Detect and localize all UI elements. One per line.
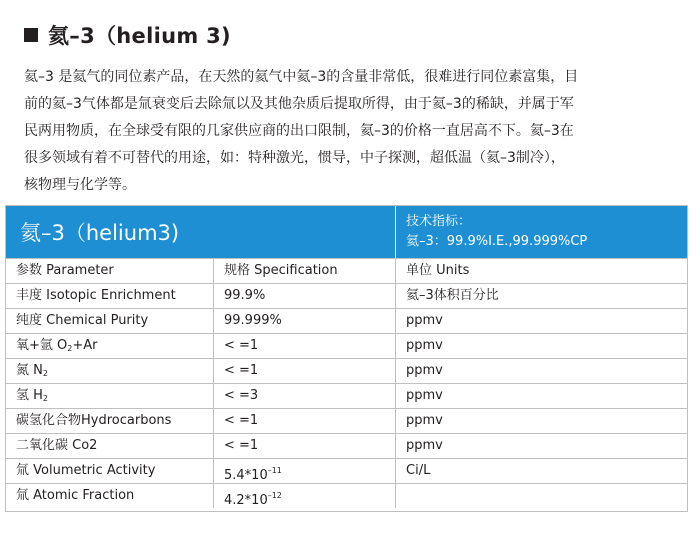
specification-cell — [214, 334, 396, 358]
table-row — [6, 383, 687, 408]
parameter-cell — [6, 309, 214, 333]
specification-text: < =1 — [224, 363, 259, 378]
unit-text: ppmv — [406, 363, 443, 378]
parameter-text: 丰度 Isotopic Enrichment — [16, 288, 176, 303]
column-header-row — [6, 258, 687, 283]
unit-cell — [396, 459, 687, 483]
unit-cell — [396, 409, 687, 433]
parameter-cell — [6, 434, 214, 458]
parameter-cell — [6, 334, 214, 358]
parameter-subscript: 2 — [42, 394, 49, 403]
specification-cell — [214, 284, 396, 308]
specification-cell — [214, 434, 396, 458]
unit-cell — [396, 484, 687, 508]
table-header-title: 氦–3（helium3) — [6, 206, 396, 258]
table-row — [6, 408, 687, 433]
unit-cell — [396, 334, 687, 358]
unit-cell — [396, 309, 687, 333]
unit-cell — [396, 384, 687, 408]
intro-line: 很多领域有着不可替代的用途，如：特种激光，惯导，中子探测，超低温（氦–3制冷）， — [24, 150, 565, 166]
parameter-cell — [6, 484, 214, 508]
tech-spec-title: 技术指标： — [406, 214, 472, 229]
specification-cell — [214, 309, 396, 333]
specification-cell — [214, 384, 396, 408]
specification-text: 99.9% — [224, 288, 266, 303]
intro-line: 氦–3 是氦气的同位素产品，在天然的氦气中氦–3的含量非常低，很难进行同位素富集，目 — [24, 69, 579, 85]
intro-line: 核物理与化学等。 — [24, 177, 136, 193]
parameter-cell — [6, 359, 214, 383]
specification-cell — [214, 409, 396, 433]
unit-text: 氦–3体积百分比 — [406, 288, 499, 303]
parameter-cell — [6, 284, 214, 308]
specification-cell — [214, 459, 396, 483]
intro-line: 民两用物质，在全球受有限的几家供应商的出口限制，氦–3的价格一直居高不下。氦–3在 — [24, 123, 574, 139]
parameter-cell — [6, 409, 214, 433]
unit-text: ppmv — [406, 438, 443, 453]
parameter-cell — [6, 459, 214, 483]
spec-table — [5, 205, 688, 512]
specification-exponent: –12 — [267, 491, 282, 500]
table-row — [6, 458, 687, 483]
parameter-text: 氚 Atomic Fraction — [16, 488, 135, 503]
parameter-text: 氢 H — [16, 388, 43, 403]
parameter-text: 纯度 Chemical Purity — [16, 313, 149, 328]
specification-text: < =3 — [224, 388, 259, 403]
unit-cell — [396, 284, 687, 308]
unit-cell — [396, 359, 687, 383]
unit-text: ppmv — [406, 338, 443, 353]
specification-text: < =1 — [224, 438, 259, 453]
table-row — [6, 483, 687, 508]
table-row — [6, 308, 687, 333]
specification-text: 99.999% — [224, 313, 282, 328]
tech-spec-block — [396, 206, 687, 258]
column-header-parameter: 参数 Parameter — [6, 259, 214, 283]
specification-exponent: –11 — [267, 466, 282, 475]
specification-cell — [214, 484, 396, 508]
intro-paragraph — [24, 64, 684, 199]
parameter-cell — [6, 384, 214, 408]
parameter-text: 氮 N — [16, 363, 43, 378]
column-header-specification: 规格 Specification — [214, 259, 396, 283]
intro-line: 前的氦–3气体都是氚衰变后去除氚以及其他杂质后提取所得，由于氦–3的稀缺，并属于军 — [24, 96, 574, 112]
page-title-text: 氦–3（helium 3) — [48, 24, 231, 48]
specification-text: 5.4*10 — [224, 468, 268, 483]
column-header-units: 单位 Units — [406, 263, 470, 278]
parameter-tail: +Ar — [72, 338, 98, 353]
table-row — [6, 433, 687, 458]
table-header — [6, 206, 687, 258]
specification-text: < =1 — [224, 413, 259, 428]
parameter-text: 氧+氩 O — [16, 338, 68, 353]
table-row — [6, 358, 687, 383]
unit-text: ppmv — [406, 413, 443, 428]
specification-text: < =1 — [224, 338, 259, 353]
tech-spec-value: 氦–3：99.9%I.E.,99.999%CP — [406, 234, 588, 249]
parameter-text: 氚 Volumetric Activity — [16, 463, 156, 478]
unit-text: ppmv — [406, 388, 443, 403]
parameter-subscript: 2 — [42, 369, 48, 378]
unit-cell — [396, 434, 687, 458]
parameter-text: 碳氢化合物Hydrocarbons — [16, 413, 172, 428]
title-bullet-icon — [24, 28, 38, 42]
page-title — [24, 20, 231, 50]
specification-text: 4.2*10 — [224, 493, 268, 508]
table-row — [6, 283, 687, 308]
table-row — [6, 333, 687, 358]
unit-text: Ci/L — [406, 463, 431, 478]
parameter-text: 二氧化碳 Co2 — [16, 438, 98, 453]
parameter-subscript: 2 — [67, 344, 73, 353]
specification-cell — [214, 359, 396, 383]
unit-text: ppmv — [406, 313, 443, 328]
